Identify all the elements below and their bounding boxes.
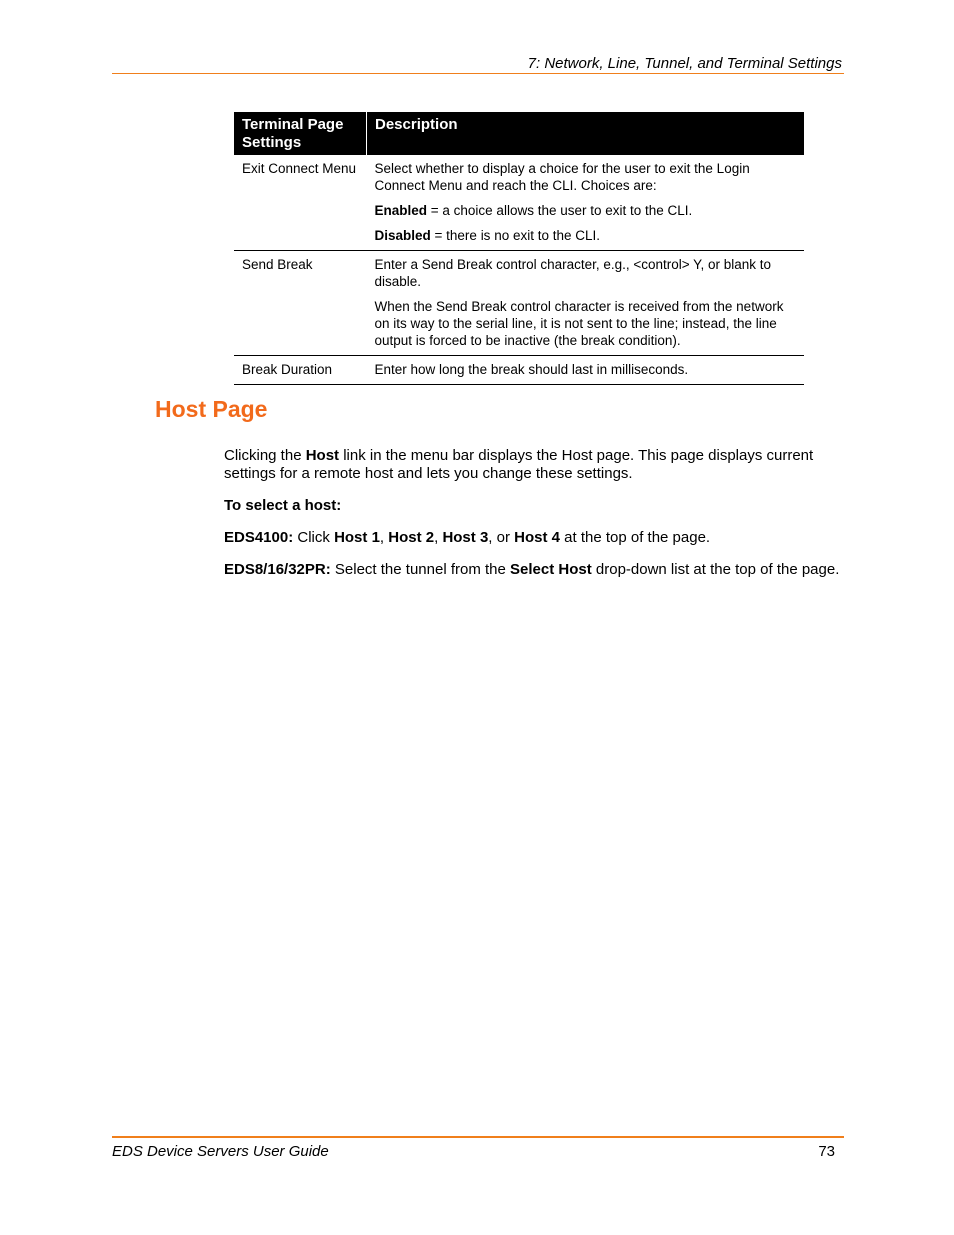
- terminal-settings-table: [234, 112, 804, 385]
- footer-title: EDS Device Servers User Guide: [112, 1143, 329, 1160]
- setting-description: [367, 356, 805, 385]
- description-text: When the Send Break control character is received from the network on its way to the serial line, it is not sent to the line; instead, the line output is forced to be inactive (the break condition).: [374, 299, 784, 348]
- running-header: 7: Network, Line, Tunnel, and Terminal Settings: [527, 55, 842, 72]
- table-header-row: [234, 112, 804, 155]
- setting-name: Exit Connect Menu: [234, 155, 367, 251]
- description-text: Enter how long the break should last in milliseconds.: [374, 362, 689, 377]
- eds8-instruction: EDS8/16/32PR: Select the tunnel from the Select Host drop-down list at the top of the page.: [224, 561, 840, 578]
- setting-name: Send Break: [234, 251, 367, 356]
- page-number: 73: [818, 1143, 835, 1160]
- section-title: Host Page: [155, 396, 268, 422]
- eds4100-instruction: EDS4100: Click Host 1, Host 2, Host 3, or Host 4 at the top of the page.: [224, 529, 711, 546]
- setting-name: Break Duration: [234, 356, 367, 385]
- column-header-setting: Terminal Page Settings: [234, 112, 367, 155]
- table-row: [234, 251, 804, 356]
- table-row: [234, 155, 804, 251]
- column-header-description: Description: [367, 112, 805, 155]
- footer-rule: [112, 1136, 844, 1138]
- intro-paragraph: Clicking the Host link in the menu bar displays the Host page. This page displays current settings for a remote host and lets you change these settings.: [224, 447, 814, 482]
- option-disabled: Disabled = there is no exit to the CLI.: [374, 228, 600, 243]
- option-enabled: Enabled = a choice allows the user to exit to the CLI.: [374, 203, 693, 218]
- description-text: Select whether to display a choice for the user to exit the Login Connect Menu and reach the CLI. Choices are:: [374, 161, 750, 193]
- subheading: To select a host:: [224, 497, 342, 514]
- table-row: [234, 356, 804, 385]
- setting-description: [367, 155, 805, 251]
- setting-description: [367, 251, 805, 356]
- description-text: Enter a Send Break control character, e.g., <control> Y, or blank to disable.: [374, 257, 771, 289]
- header-rule: [112, 73, 844, 74]
